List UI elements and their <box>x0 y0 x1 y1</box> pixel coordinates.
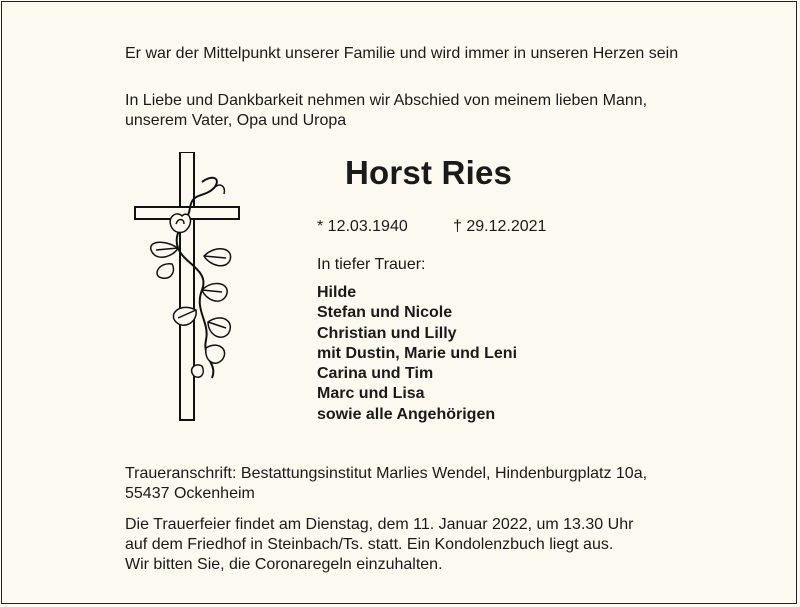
birth-date: * 12.03.1940 <box>317 218 408 235</box>
address-line-1: Traueranschrift: Bestattungsinstitut Marlies Wendel, Hindenburgplatz 10a, <box>125 465 648 482</box>
ceremony-line-2: auf dem Friedhof in Steinbach/Ts. statt. Ein Kondolenzbuch liegt aus. <box>125 536 614 553</box>
motto-line: Er war der Mittelpunkt unserer Familie und wird immer in unseren Herzen sein <box>125 45 679 62</box>
mourner-item: sowie alle Angehörigen <box>317 405 496 423</box>
cross-with-roses-icon <box>132 152 242 422</box>
death-date: † 29.12.2021 <box>453 218 547 235</box>
ceremony-info <box>125 515 633 575</box>
mourner-item: Christian und Lilly <box>317 324 457 342</box>
mourner-item: Marc und Lisa <box>317 385 425 403</box>
mourner-item: Hilde <box>317 284 357 301</box>
deceased-name: Horst Ries <box>345 154 513 191</box>
mourning-heading: In tiefer Trauer: <box>317 256 426 273</box>
mourning-address <box>125 464 647 504</box>
intro-line-2: unserem Vater, Opa und Uropa <box>125 112 347 129</box>
mourner-item: Stefan und Nicole <box>317 304 453 322</box>
mourner-item: Carina und Tim <box>317 365 434 383</box>
intro-line-1: In Liebe und Dankbarkeit nehmen wir Abschied von meinem lieben Mann, <box>125 92 648 109</box>
address-line-2: 55437 Ockenheim <box>125 485 255 502</box>
intro-text <box>125 91 647 131</box>
mourner-item: mit Dustin, Marie und Leni <box>317 344 518 362</box>
mourners-list <box>317 283 517 425</box>
ceremony-line-1: Die Trauerfeier findet am Dienstag, dem 11. Januar 2022, um 13.30 Uhr <box>125 516 634 533</box>
ceremony-line-3: Wir bitten Sie, die Coronaregeln einzuhalten. <box>125 556 443 573</box>
